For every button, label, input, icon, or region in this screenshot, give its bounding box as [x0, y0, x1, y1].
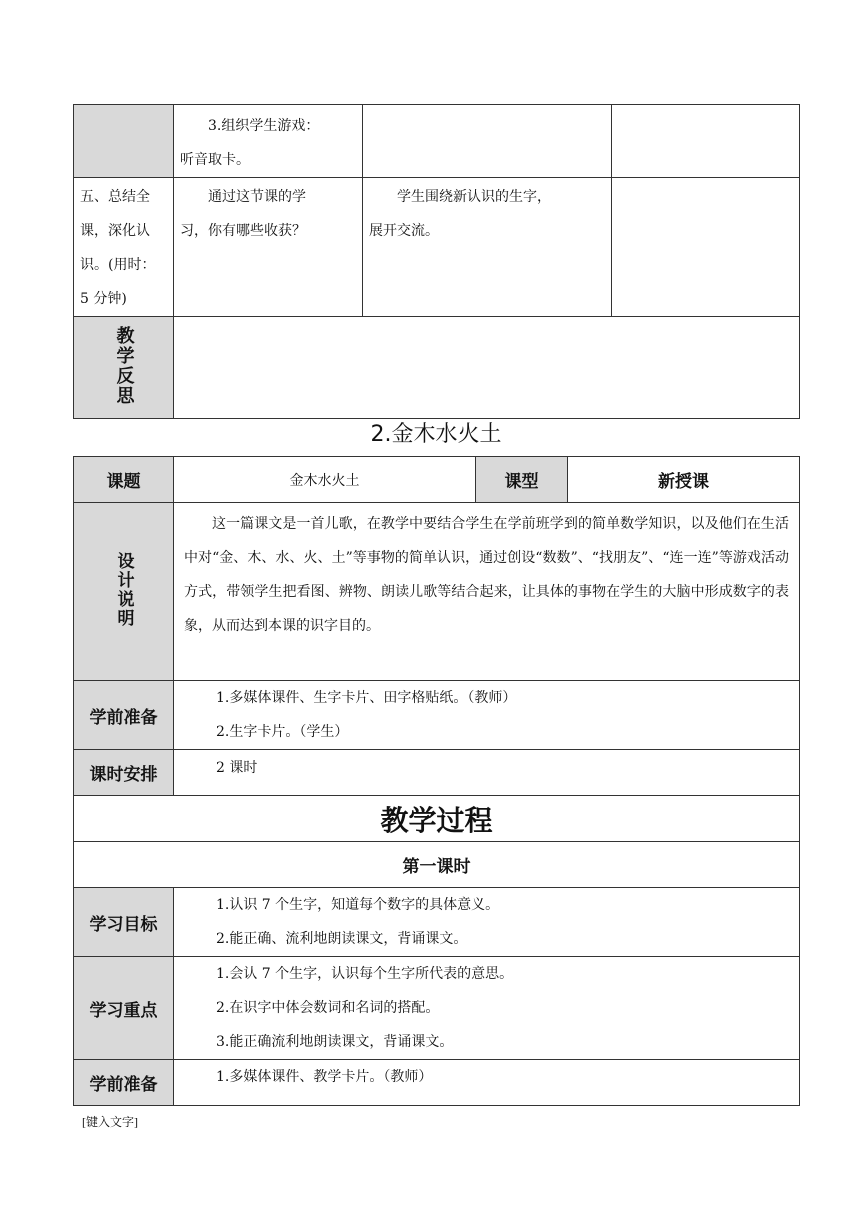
design-text-cell — [174, 503, 800, 681]
reflection-content-cell — [174, 317, 800, 419]
process-heading: 教学过程 — [74, 796, 800, 842]
topic-value: 金木水火土 — [174, 457, 476, 503]
prep2-items-cell — [174, 1060, 800, 1106]
schedule-value: 2 课时 — [216, 760, 258, 776]
lesson-title: 2.金木水火土 — [370, 422, 502, 447]
key-label: 学习重点 — [74, 957, 174, 1060]
prep-items-cell — [174, 681, 800, 750]
game-step-line2: 听音取卡。 — [180, 152, 250, 168]
empty-cell — [612, 105, 800, 178]
previous-lesson-table — [73, 104, 800, 419]
summary-stage-line1: 五、总结全 — [80, 189, 150, 205]
footer-placeholder: [键入文字] — [82, 1115, 138, 1129]
schedule-cell — [174, 750, 800, 796]
game-step-cell — [174, 105, 363, 178]
student-activity-line2: 展开交流。 — [369, 223, 439, 239]
empty-cell — [612, 178, 800, 317]
reflection-label-cell — [74, 317, 174, 419]
schedule-label: 课时安排 — [74, 750, 174, 796]
design-label-cell — [74, 503, 174, 681]
summary-stage-line4: 5 分钟) — [80, 291, 127, 307]
prep-item-1: 1.多媒体课件、生字卡片、田字格贴纸。（教师） — [216, 690, 517, 706]
key-item-3: 3.能正确流利地朗读课文，背诵课文。 — [216, 1034, 454, 1050]
teacher-activity-cell — [174, 178, 363, 317]
topic-label: 课题 — [74, 457, 174, 503]
lesson-plan-table — [73, 456, 800, 1106]
type-label: 课型 — [476, 457, 568, 503]
design-text: 这一篇课文是一首儿歌，在教学中要结合学生在学前班学到的简单数学知识，以及他们在生活中对“金、木、水、火、土”等事物的简单认识，通过创设“数数”、“找朋友”、“连一连”等游戏活动方式，带领学生把看图、辨物、朗读儿歌等结合起来，让具体的事物在学生的大脑中形成数字的表象，从而达到本课的识字目的。 — [184, 516, 789, 634]
key-item-1: 1.会认 7 个生字，认识每个生字所代表的意思。 — [216, 966, 514, 982]
type-value: 新授课 — [568, 457, 800, 503]
design-label: 设计说明 — [113, 551, 134, 628]
empty-stage-cell — [74, 105, 174, 178]
goal-label: 学习目标 — [74, 888, 174, 957]
goal-item-1: 1.认识 7 个生字，知道每个数字的具体意义。 — [216, 897, 500, 913]
key-items-cell — [174, 957, 800, 1060]
reflection-label: 教学反思 — [113, 325, 135, 406]
teacher-activity-line1: 通过这节课的学 — [208, 189, 306, 205]
game-step-line1: 3.组织学生游戏： — [208, 118, 320, 134]
prep-item-2: 2.生字卡片。（学生） — [216, 724, 349, 740]
period-heading: 第一课时 — [74, 842, 800, 888]
prep-label: 学前准备 — [74, 681, 174, 750]
goal-item-2: 2.能正确、流利地朗读课文，背诵课文。 — [216, 931, 468, 947]
summary-stage-line2: 课，深化认 — [80, 223, 150, 239]
student-activity-line1: 学生围绕新认识的生字， — [397, 189, 551, 205]
prep2-item-1: 1.多媒体课件、教学卡片。（教师） — [216, 1069, 433, 1085]
teacher-activity-line2: 习，你有哪些收获？ — [180, 223, 306, 239]
summary-stage-line3: 识。(用时： — [80, 257, 156, 273]
prep2-label: 学前准备 — [74, 1060, 174, 1106]
student-activity-cell — [363, 178, 612, 317]
key-item-2: 2.在识字中体会数词和名词的搭配。 — [216, 1000, 440, 1016]
summary-stage-cell — [74, 178, 174, 317]
empty-cell — [363, 105, 612, 178]
goal-items-cell — [174, 888, 800, 957]
